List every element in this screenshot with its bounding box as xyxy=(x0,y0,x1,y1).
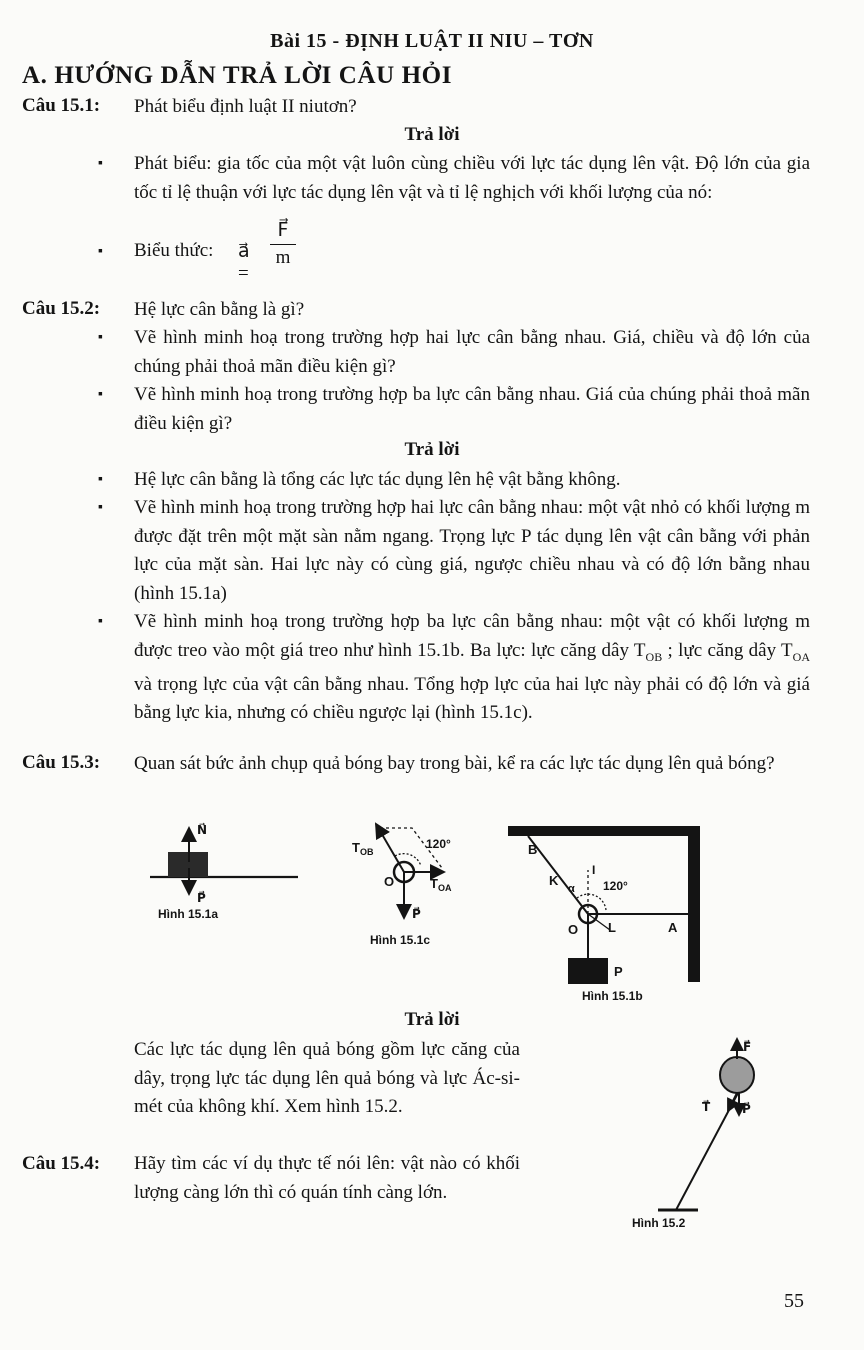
question-label-15-3: Câu 15.3: xyxy=(22,752,101,773)
bullet-icon: ▪ xyxy=(98,244,103,259)
caption-15-1c: Hình 15.1c xyxy=(370,933,431,947)
figure-15-1a xyxy=(150,823,298,921)
answer-heading-15-1: Trả lời xyxy=(404,124,460,145)
label-alpha: α xyxy=(568,883,575,895)
label-angle-120: 120° xyxy=(426,837,451,851)
label-n: N⃗ xyxy=(197,823,208,837)
answer-text-15-3: Các lực tác dụng lên quả bóng gồm lực căng của dây, trọng lực tác dụng lên quả bóng và lực Ác-si-mét của không khí. Xem hình 15.2. xyxy=(134,1039,520,1117)
sub-ob: OB xyxy=(645,649,663,664)
label-p-1b: P xyxy=(614,964,623,979)
label-o: O xyxy=(384,874,395,889)
question-label-15-2: Câu 15.2: xyxy=(22,298,101,319)
figure-15-1c xyxy=(352,824,452,947)
question-text-15-1: Phát biểu định luật II niutơn? xyxy=(134,96,357,117)
figure-15-1b xyxy=(508,826,700,1003)
answer-bullet-15-2-3 xyxy=(134,608,810,728)
label-angle-120-1b: 120° xyxy=(603,879,628,893)
lesson-title: Bài 15 - ĐỊNH LUẬT II NIU – TƠN xyxy=(270,30,594,52)
label-toa: $T_{OA}$ xyxy=(430,876,452,893)
formula-lhs: a⃗ = xyxy=(238,241,250,284)
label-k: K xyxy=(549,873,559,888)
question-text-15-3: Quan sát bức ảnh chụp quả bóng bay trong bài, kể ra các lực tác dụng lên quả bóng? xyxy=(134,753,775,774)
sub-oa: OA xyxy=(792,649,811,664)
caption-15-2: Hình 15.2 xyxy=(632,1216,686,1230)
wall-bar xyxy=(688,826,700,982)
answer-statement-15-1: ▪ Phát biểu: gia tốc của một vật luôn cùng chiều với lực tác dụng lên vật. Độ lớn của gia tốc tỉ lệ thuận với lực tác dụng lên vật và tỉ lệ nghịch với khối lượng của nó: xyxy=(134,150,810,207)
tension-arrow xyxy=(728,1093,737,1111)
label-o-1b: O xyxy=(568,922,579,937)
formula-label: Biểu thức: xyxy=(134,240,214,261)
label-tob: $T_{OB}$ xyxy=(352,840,374,857)
answer-3-part-2: ; lực căng dây T xyxy=(667,639,793,661)
label-p-15-2: P⃗ xyxy=(742,1102,751,1116)
ceiling-bar xyxy=(508,826,700,836)
formula-15-1 xyxy=(98,220,291,284)
page-number: 55 xyxy=(784,1290,804,1312)
label-p-1c: P⃗ xyxy=(412,907,421,921)
question-text-15-2: Hệ lực cân bằng là gì? xyxy=(134,299,305,320)
answer-bullet-15-2-1: ▪ Hệ lực cân bằng là tổng các lực tác dụng lên hệ vật bằng không. xyxy=(134,466,810,495)
tob-arrow xyxy=(376,824,404,872)
formula-numerator: F⃗ xyxy=(277,220,289,241)
label-t: T⃗ xyxy=(702,1100,711,1114)
label-i: I xyxy=(592,863,596,877)
hanging-mass xyxy=(568,958,608,984)
figures-15-1 xyxy=(0,810,864,1010)
label-l: L xyxy=(608,920,616,935)
caption-15-1a: Hình 15.1a xyxy=(158,907,219,921)
label-f: F⃗ xyxy=(743,1040,752,1054)
answer-bullet-15-2-2: ▪ Vẽ hình minh hoạ trong trường hợp hai lực cân bằng nhau: một vật nhỏ có khối lượng m được đặt trên một mặt sàn nằm ngang. Trọng lực P tác dụng lên vật cân bằng với phản lực của mặt sàn. Hai lực này có cùng giá, ngược chiều nhau và có độ lớn bằng nhau (hình 15.1a) xyxy=(134,494,810,608)
answer-heading-15-2: Trả lời xyxy=(404,439,460,460)
formula-denominator: m xyxy=(275,247,291,268)
question-text-15-4: Hãy tìm các ví dụ thực tế nói lên: vật nào có khối lượng càng lớn thì có quán tính càng lớn. xyxy=(134,1153,520,1203)
fraction-bar xyxy=(270,244,296,245)
balloon xyxy=(720,1057,754,1093)
label-a: A xyxy=(668,920,678,935)
question-label-15-4: Câu 15.4: xyxy=(22,1153,101,1174)
answer-3-part-3: và trọng lực của vật cân bằng nhau. Tổng hợp lực của hai lực này phải có độ lớn và giá bằng lực kia, nhưng có chiều ngược lại (hình 15.1c). xyxy=(134,673,810,724)
label-p: P⃗ xyxy=(197,891,206,905)
label-b: B xyxy=(528,842,538,857)
question-label-15-1: Câu 15.1: xyxy=(22,95,101,116)
answer-3-part-1: Vẽ hình minh hoạ trong trường hợp ba lực cân bằng nhau: một vật có khối lượng m được treo vào một giá treo như hình 15.1b. Ba lực: lực căng dây T xyxy=(134,611,810,661)
figure-15-2 xyxy=(600,1035,790,1245)
question-bullet-15-2-2: ▪ Vẽ hình minh hoạ trong trường hợp ba lực cân bằng nhau. Giá của chúng phải thoả mãn điều kiện gì? xyxy=(134,381,810,438)
answer-heading-15-3: Trả lời xyxy=(404,1009,460,1030)
question-bullet-15-2-1: ▪ Vẽ hình minh hoạ trong trường hợp hai lực cân bằng nhau. Giá, chiều và độ lớn của chúng phải thoả mãn điều kiện gì? xyxy=(134,324,810,381)
caption-15-1b: Hình 15.1b xyxy=(582,989,643,1003)
formula-fraction xyxy=(270,220,296,269)
section-heading: A. HƯỚNG DẪN TRẢ LỜI CÂU HỎI xyxy=(22,62,453,89)
